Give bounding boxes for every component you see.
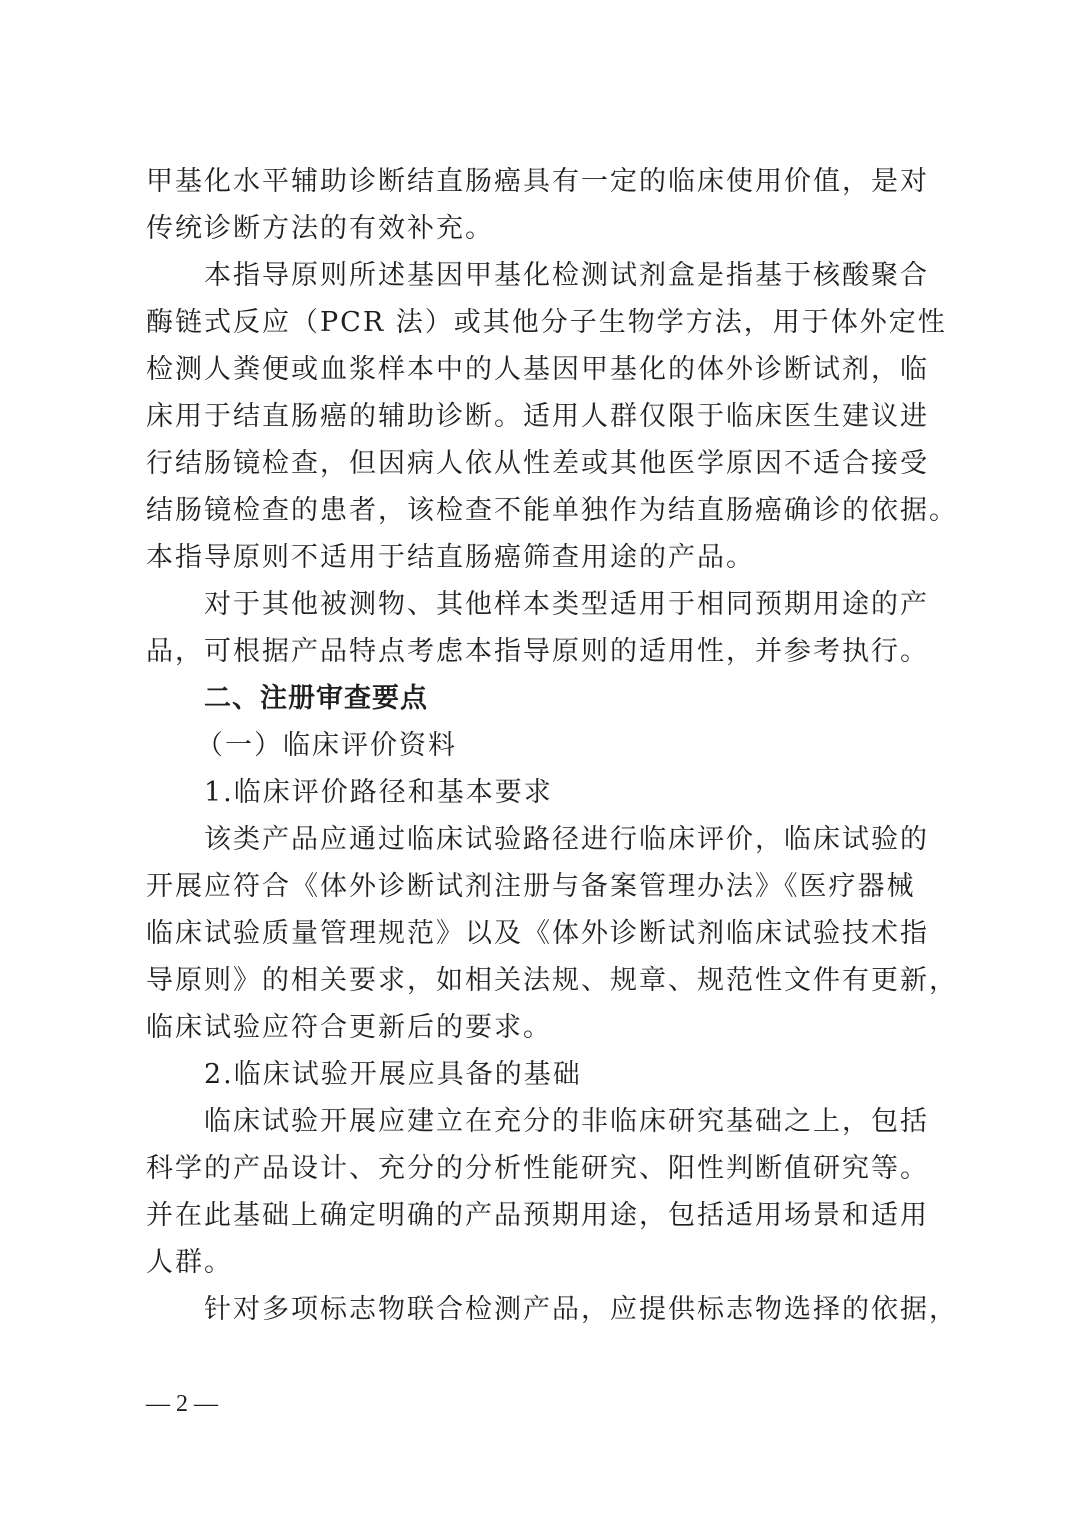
paragraph-line: 临床试验开展应建立在充分的非临床研究基础之上，包括	[204, 1106, 929, 1137]
paragraph-line: 甲基化水平辅助诊断结直肠癌具有一定的临床使用价值，是对	[146, 166, 929, 197]
subsection-heading: （一）临床评价资料	[196, 730, 457, 761]
paragraph-line: 本指导原则不适用于结直肠癌筛查用途的产品。	[146, 542, 755, 573]
document-body	[146, 158, 958, 1333]
paragraph-line: 导原则》的相关要求，如相关法规、规章、规范性文件有更新，	[146, 965, 958, 996]
paragraph-line: 本指导原则所述基因甲基化检测试剂盒是指基于核酸聚合	[204, 260, 929, 291]
paragraph-line: 品，可根据产品特点考虑本指导原则的适用性，并参考执行。	[146, 636, 929, 667]
paragraph-line: 对于其他被测物、其他样本类型适用于相同预期用途的产	[204, 589, 929, 620]
numbered-heading: 2.临床试验开展应具备的基础	[204, 1059, 582, 1090]
paragraph-line: 并在此基础上确定明确的产品预期用途，包括适用场景和适用	[146, 1200, 929, 1231]
numbered-heading: 1.临床评价路径和基本要求	[204, 777, 553, 808]
paragraph-line: 行结肠镜检查，但因病人依从性差或其他医学原因不适合接受	[146, 448, 929, 479]
paragraph-line: 传统诊断方法的有效补充。	[146, 213, 494, 244]
paragraph-line: 开展应符合《体外诊断试剂注册与备案管理办法》《医疗器械	[146, 871, 916, 902]
paragraph-line: 该类产品应通过临床试验路径进行临床评价，临床试验的	[204, 824, 929, 855]
paragraph-line: 科学的产品设计、充分的分析性能研究、阳性判断值研究等。	[146, 1153, 929, 1184]
paragraph-line: 针对多项标志物联合检测产品，应提供标志物选择的依据，	[204, 1294, 958, 1325]
paragraph-line: 检测人粪便或血浆样本中的人基因甲基化的体外诊断试剂，临	[146, 354, 929, 385]
paragraph-line: 临床试验质量管理规范》以及《体外诊断试剂临床试验技术指	[146, 918, 929, 949]
paragraph-line: 床用于结直肠癌的辅助诊断。适用人群仅限于临床医生建议进	[146, 401, 929, 432]
paragraph-line: 结肠镜检查的患者，该检查不能单独作为结直肠癌确诊的依据。	[146, 495, 958, 526]
paragraph-line: 人群。	[146, 1247, 233, 1278]
paragraph-line: 酶链式反应（PCR 法）或其他分子生物学方法，用于体外定性	[146, 307, 947, 338]
page-number: — 2 —	[146, 1391, 218, 1417]
paragraph-line: 临床试验应符合更新后的要求。	[146, 1012, 552, 1043]
section-heading: 二、注册审查要点	[204, 683, 428, 714]
